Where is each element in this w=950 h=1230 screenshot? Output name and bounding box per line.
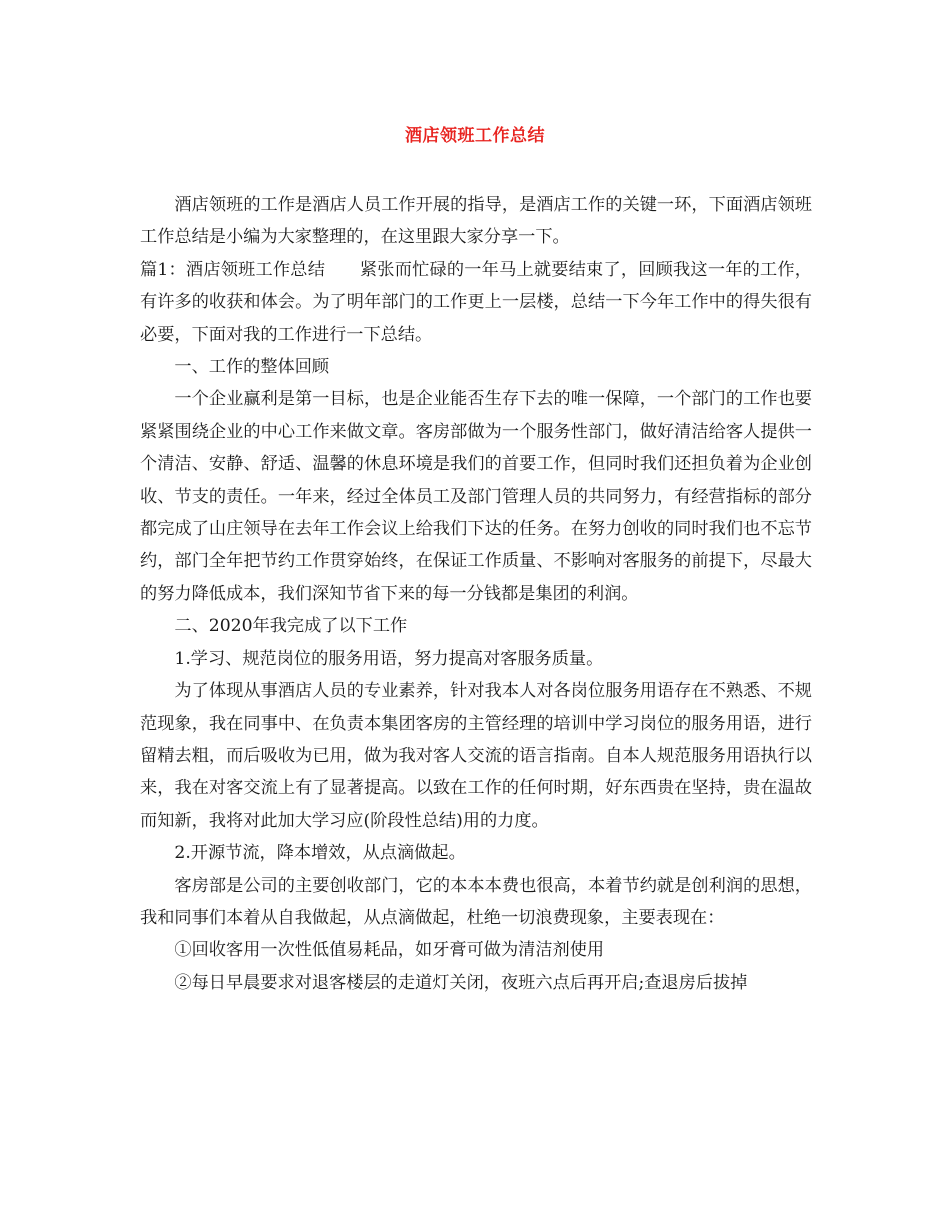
list-item-1: ①回收客用一次性低值易耗品，如牙膏可做为清洁剂使用 [174, 940, 605, 961]
item-2-paragraph: 客房部是公司的主要创收部门，它的本本本费也很高，本着节约就是创利润的思想，我和同事们本着从自我做起，从点滴做起，杜绝一切浪费现象，主要表现在： [140, 875, 812, 928]
section-heading-overview: 一、工作的整体回顾 [174, 357, 330, 378]
overview-paragraph: 一个企业赢利是第一目标，也是企业能否生存下去的唯一保障，一个部门的工作也要紧紧围绕企业的中心工作来做文章。客房部做为一个服务性部门，做好清洁给客人提供一个清洁、安静、舒适、温馨的休息环境是我们的首要工作，但同时我们还担负着为企业创收、节支的责任。一年来，经过全体员工及部门管理人员的共同努力，有经营指标的部分都完成了山庄领导在去年工作会议上给我们下达的任务。在努力创收的同时我们也不忘节约，部门全年把节约工作贯穿始终，在保证工作质量、不影响对客服务的前提下，尽最大的努力降低成本，我们深知节省下来的每一分钱都是集团的利润。 [140, 389, 812, 604]
document-body [140, 189, 812, 999]
document-title: 酒店领班工作总结 [405, 126, 545, 146]
item-2-heading: 2.开源节流，降本增效，从点滴做起。 [174, 843, 466, 864]
item-1-paragraph: 为了体现从事酒店人员的专业素养，针对我本人对各岗位服务用语存在不熟悉、不规范现象，我在同事中、在负责本集团客房的主管经理的培训中学习岗位的服务用语，进行留精去粗，而后吸收为已用，做为我对客人交流的语言指南。自本人规范服务用语执行以来，我在对客交流上有了显著提高。以致在工作的任何时期，好东西贵在坚持，贵在温故而知新，我将对此加大学习应(阶段性总结)用的力度。 [140, 681, 812, 831]
section-heading-work-completed: 二、2020年我完成了以下工作 [174, 616, 408, 637]
item-1-heading: 1.学习、规范岗位的服务用语，努力提高对客服务质量。 [174, 648, 604, 669]
list-item-2: ②每日早晨要求对退客楼层的走道灯关闭，夜班六点后再开启;查退房后拔掉 [174, 972, 748, 993]
article-1-opening-paragraph: 篇1：酒店领班工作总结 紧张而忙碌的一年马上就要结束了，回顾我这一年的工作，有许多的收获和体会。为了明年部门的工作更上一层楼，总结一下今年工作中的得失很有必要，下面对我的工作进行一下总结。 [140, 259, 812, 345]
intro-paragraph: 酒店领班的工作是酒店人员工作开展的指导，是酒店工作的关键一环，下面酒店领班工作总结是小编为大家整理的，在这里跟大家分享一下。 [140, 195, 812, 248]
